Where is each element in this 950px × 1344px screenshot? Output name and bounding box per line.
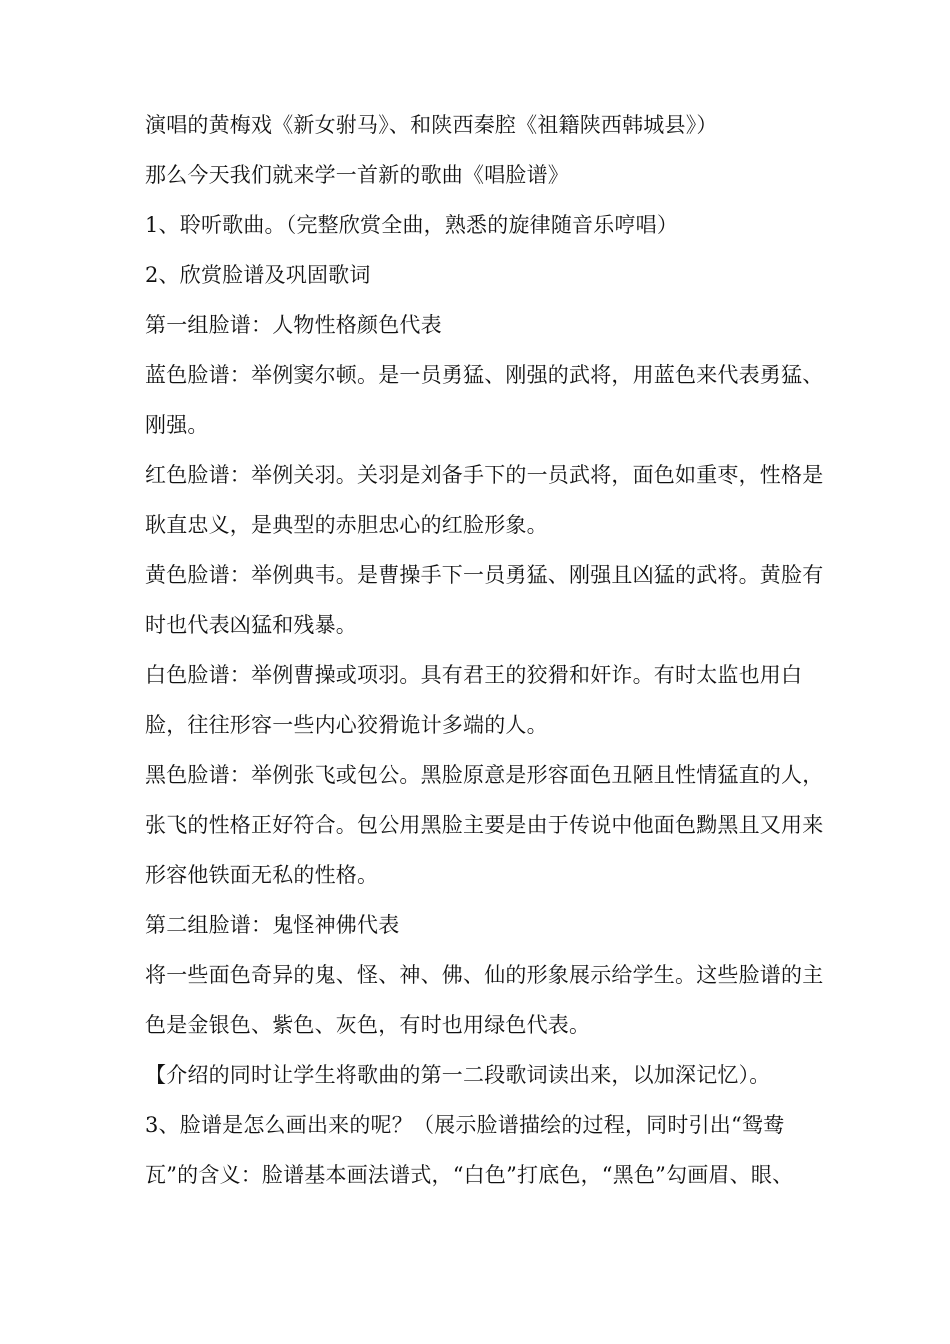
paragraph-group-2-description: 将一些面色奇异的鬼、怪、神、佛、仙的形象展示给学生。这些脸谱的主色是金银色、紫色、灰色，有时也用绿色代表。	[145, 963, 824, 1037]
paragraph-step-1-listen: 1、聆听歌曲。（完整欣赏全曲，熟悉的旋律随音乐哼唱）	[145, 213, 679, 237]
paragraph-black-mask: 黑色脸谱：举例张飞或包公。黑脸原意是形容面色丑陋且性情猛直的人，张飞的性格正好符合。包公用黑脸主要是由于传说中他面色黝黑且又用来形容他铁面无私的性格。	[145, 763, 824, 887]
paragraph-group-1-heading: 第一组脸谱：人物性格颜色代表	[145, 313, 442, 337]
paragraph-yellow-mask: 黄色脸谱：举例典韦。是曹操手下一员勇猛、刚强且凶猛的武将。黄脸有时也代表凶猛和残暴。	[145, 563, 824, 637]
paragraph-lyrics-note: 【介绍的同时让学生将歌曲的第一二段歌词读出来，以加深记忆）。	[145, 1063, 771, 1087]
paragraph-blue-mask: 蓝色脸谱：举例窦尔顿。是一员勇猛、刚强的武将，用蓝色来代表勇猛、刚强。	[145, 363, 824, 437]
paragraph-white-mask: 白色脸谱：举例曹操或项羽。具有君王的狡猾和奸诈。有时太监也用白脸，往往形容一些内心狡猾诡计多端的人。	[145, 663, 803, 737]
paragraph-new-song-intro: 那么今天我们就来学一首新的歌曲《唱脸谱》	[145, 163, 569, 187]
document-body	[145, 100, 825, 1200]
paragraph-step-2-appreciate: 2、欣赏脸谱及巩固歌词	[145, 263, 371, 287]
paragraph-step-3-drawing: 3、脸谱是怎么画出来的呢？（展示脸谱描绘的过程，同时引出“鸳鸯瓦”的含义：脸谱基本画法谱式，“白色”打底色，“黑色”勾画眉、眼、	[145, 1113, 794, 1187]
paragraph-group-2-heading: 第二组脸谱：鬼怪神佛代表	[145, 913, 400, 937]
paragraph-opera-examples: 演唱的黄梅戏《新女驸马》、和陕西秦腔《祖籍陕西韩城县》）	[145, 113, 718, 137]
paragraph-red-mask: 红色脸谱：举例关羽。关羽是刘备手下的一员武将，面色如重枣，性格是耿直忠义，是典型的赤胆忠心的红脸形象。	[145, 463, 824, 537]
